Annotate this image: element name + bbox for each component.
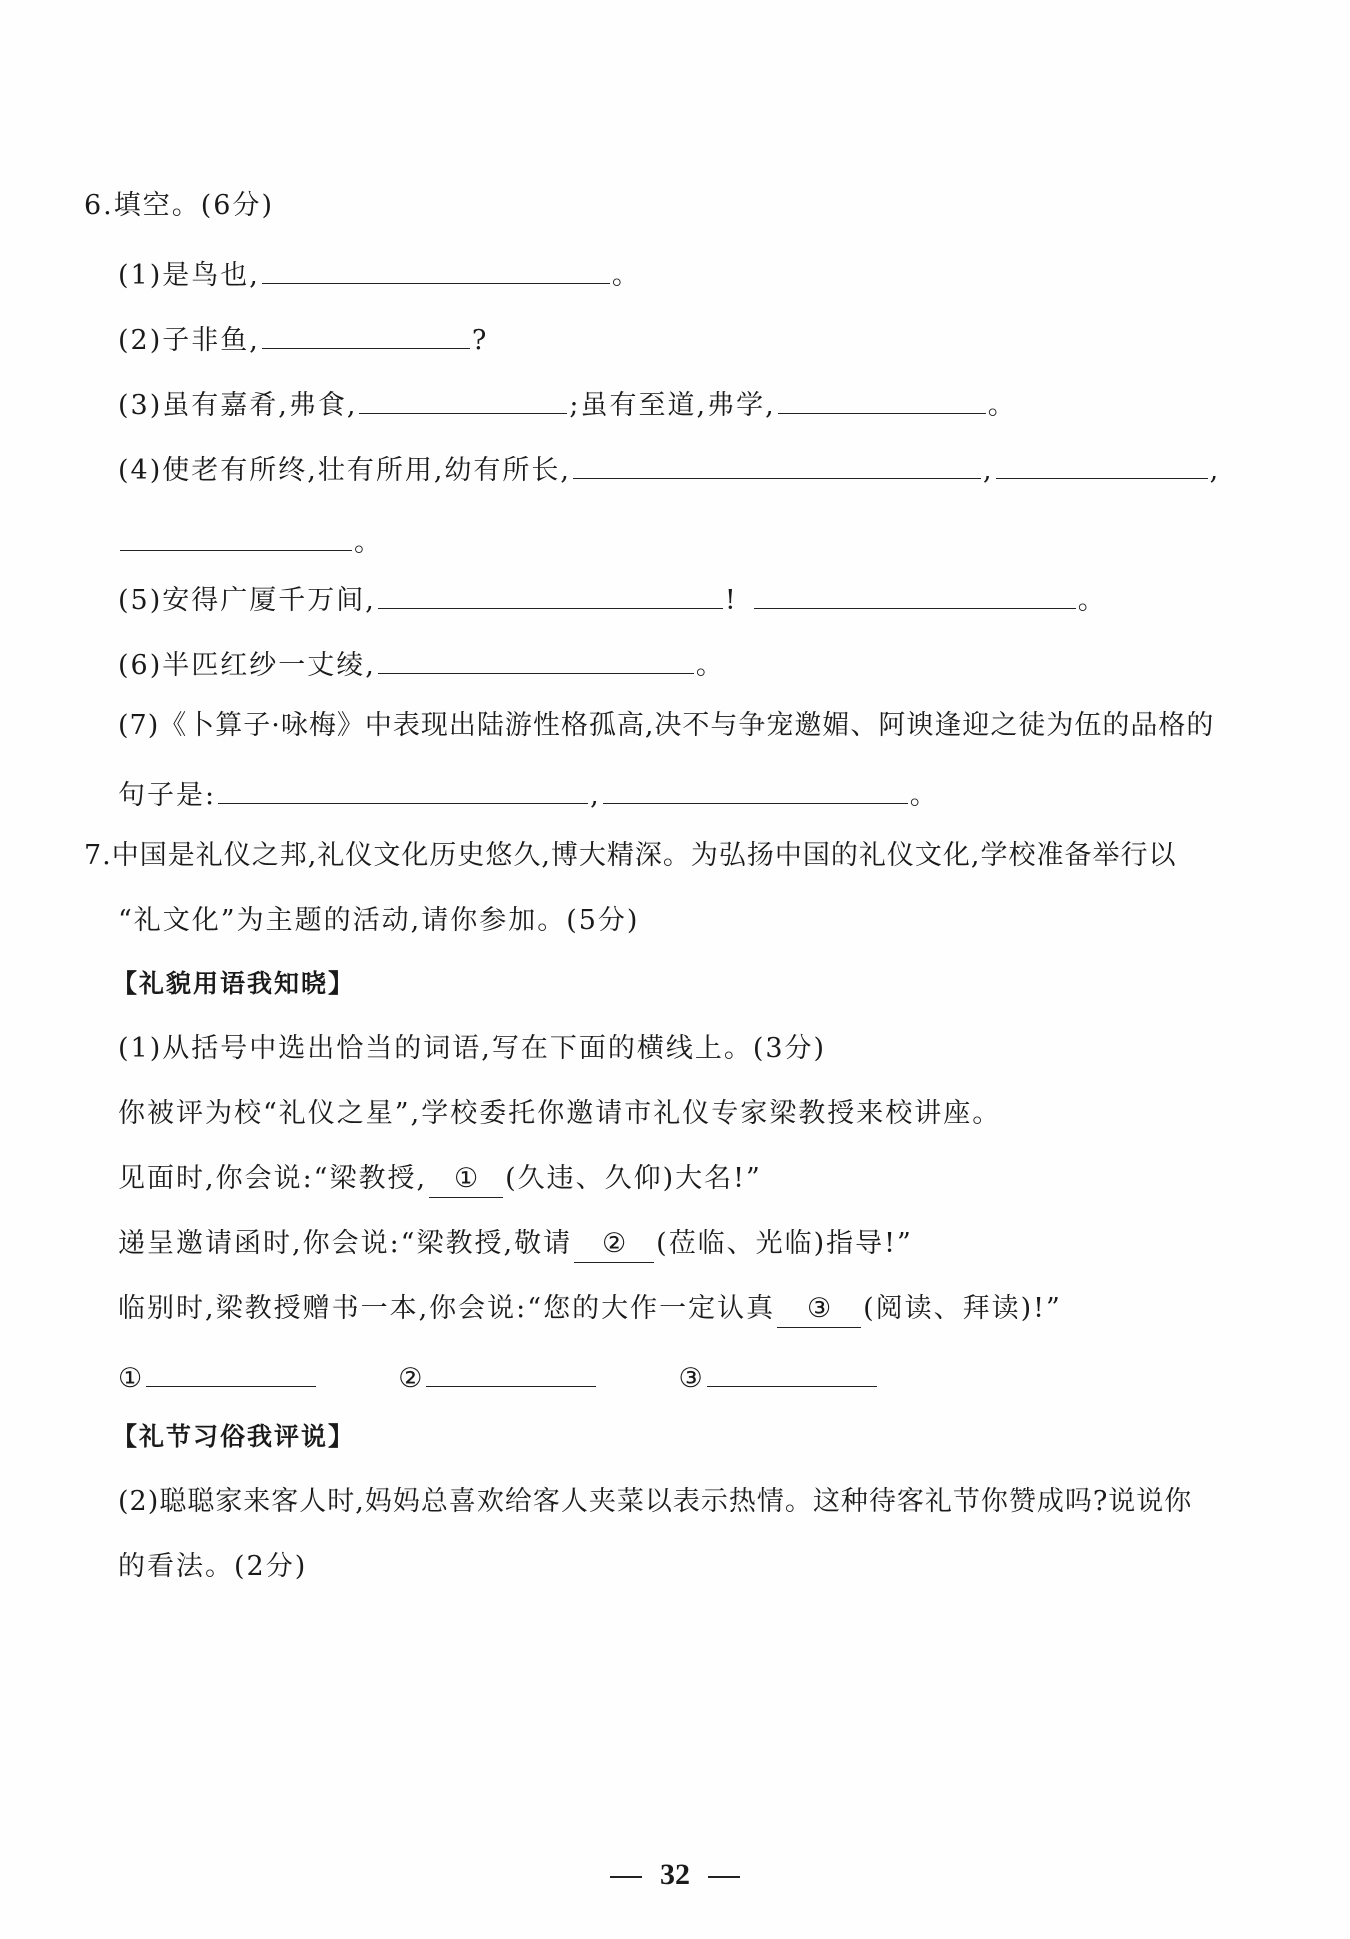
answer-blank-2[interactable] [426,1356,596,1387]
q7-part-2-question-cont: 的看法。(2分) [118,1551,308,1582]
q7-sentence-2: 递呈邀请函时,你会说:“梁教授,敬请 ② (莅临、光临)指导!” [118,1226,913,1263]
q7-sentence-1: 见面时,你会说:“梁教授, ① (久违、久仰)大名!” [118,1161,762,1198]
circled-blank-1[interactable]: ① [429,1161,503,1198]
answer-blank-3[interactable] [707,1356,877,1387]
dash-right [708,1876,740,1878]
q6-item-7: (7)《卜算子·咏梅》中表现出陆游性格孤高,决不与争宠邀媚、阿谀逢迎之徒为伍的品格的 [118,710,1215,741]
answer-blank[interactable] [778,383,986,414]
answer-blank[interactable] [754,578,1076,609]
circled-blank-3[interactable]: ③ [777,1291,861,1328]
circled-blank-2[interactable]: ② [574,1226,654,1263]
question-7-title-cont: “礼文化”为主题的活动,请你参加。(5分) [118,905,640,936]
q7-scenario: 你被评为校“礼仪之星”,学校委托你邀请市礼仪专家梁教授来校讲座。 [118,1098,1002,1129]
answer-blank[interactable] [378,643,694,674]
q7-part-2-question: (2)聪聪家来客人时,妈妈总喜欢给客人夹菜以表示热情。这种待客礼节你赞成吗?说说你 [118,1486,1193,1517]
q6-item-4: (4)使老有所终,壮有所用,幼有所长, , , [118,448,1220,489]
answer-blank[interactable] [218,773,588,804]
answer-blank[interactable] [573,448,981,479]
dash-left [610,1876,642,1878]
answer-blank[interactable] [603,773,908,804]
q6-item-6: (6)半匹红纱一丈绫, 。 [118,643,725,684]
q7-sentence-3: 临别时,梁教授赠书一本,你会说:“您的大作一定认真 ③ (阅读、拜读)!” [118,1291,1062,1328]
answer-blank[interactable] [262,318,470,349]
answer-blank-1[interactable] [146,1356,316,1387]
q6-item-7-answer: 句子是: , 。 [118,773,939,814]
answer-blank[interactable] [120,520,352,551]
question-7-title: 7.中国是礼仪之邦,礼仪文化历史悠久,博大精深。为弘扬中国的礼仪文化,学校准备举行以 [84,840,1177,871]
section-heading-polite-language: 【礼貌用语我知晓】 [112,969,356,998]
answer-blank[interactable] [996,448,1208,479]
answer-blank[interactable] [359,383,567,414]
q7-part-1-instruction: (1)从括号中选出恰当的词语,写在下面的横线上。(3分) [118,1033,827,1064]
q6-item-1: (1)是鸟也, 。 [118,253,641,294]
q6-item-3: (3)虽有嘉肴,弗食, ;虽有至道,弗学, 。 [118,383,1017,424]
q6-item-5: (5)安得广厦千万间, ! 。 [118,578,1107,619]
q6-item-2: (2)子非鱼, ? [118,318,488,359]
q7-answer-row: ① ② ③ [118,1356,879,1397]
answer-blank[interactable] [262,253,610,284]
answer-blank[interactable] [378,578,723,609]
q6-item-4-continued: 。 [118,520,383,561]
page-number: 32 [0,1858,1350,1892]
question-6-title: 6.填空。(6分) [84,190,275,221]
section-heading-etiquette-customs: 【礼节习俗我评说】 [112,1422,356,1451]
